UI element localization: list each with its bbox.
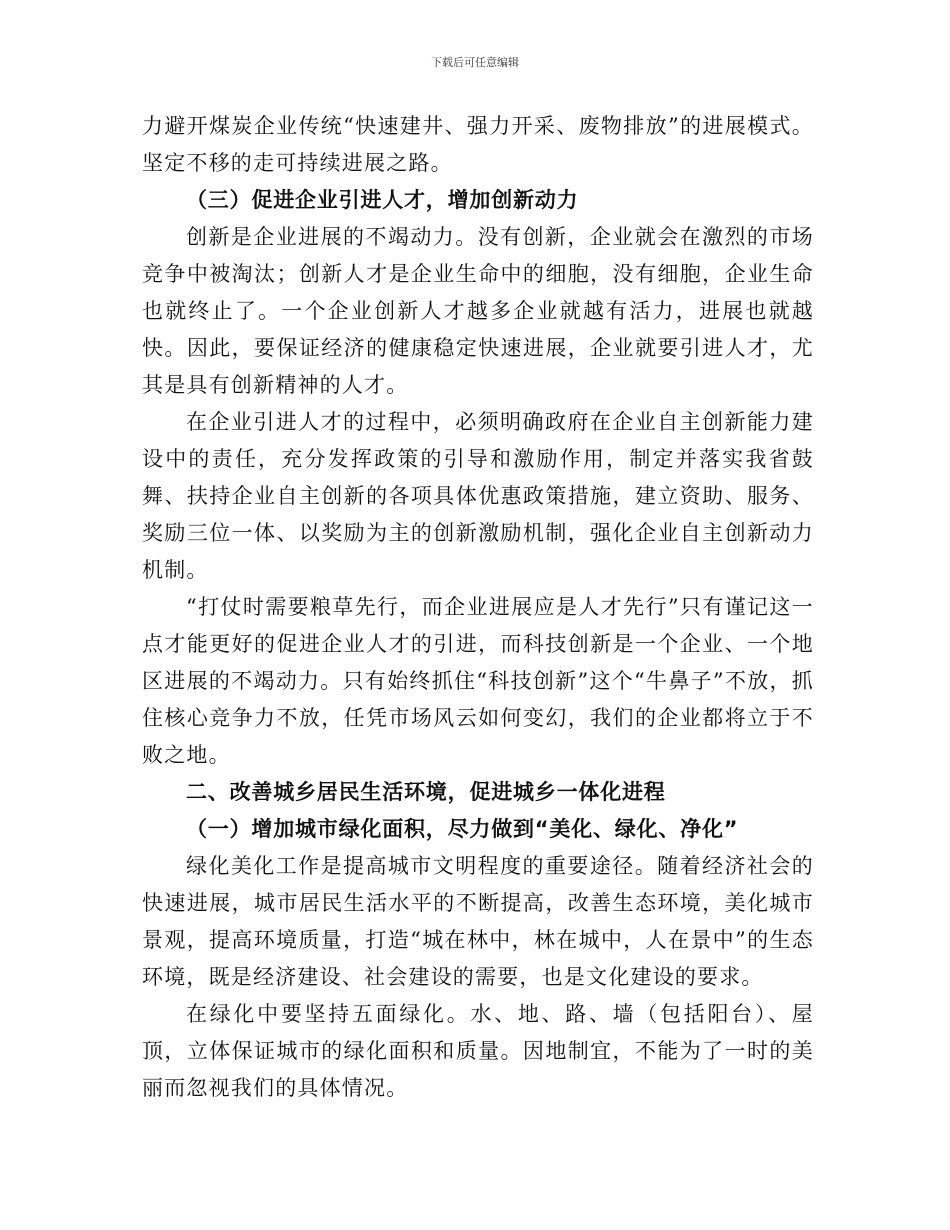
chapter-heading-environment: 二、改善城乡居民生活环境，促进城乡一体化进程 <box>186 780 666 804</box>
paragraph-government-role: 在企业引进人才的过程中，必须明确政府在企业自主创新能力建设中的责任，充分发挥政策的引导和激励作用，制定并落实我省鼓舞、扶持企业自主创新的各项具体优惠政策措施，建立资助、服务、奖励三位一体、以奖励为主的创新激励机制，强化企业自主创新动力机制。 <box>142 410 814 582</box>
document-body <box>142 108 814 1107</box>
paragraph-innovation: 创新是企业进展的不竭动力。没有创新，企业就会在激烈的市场竞争中被淘汰；创新人才是企业生命中的细胞，没有细胞，企业生命也就终止了。一个企业创新人才越多企业就越有活力，进展也就越快。因此，要保证经济的健康稳定快速进展，企业就要引进人才，尤其是具有创新精神的人才。 <box>142 225 814 397</box>
section-heading-talent: （三）促进企业引进人才，增加创新动力 <box>186 188 579 212</box>
paragraph-continued: 力避开煤炭企业传统“快速建井、强力开采、废物排放”的进展模式。坚定不移的走可持续进展之路。 <box>142 114 814 175</box>
paragraph-talent-first: “打仗时需要粮草先行，而企业进展应是人才先行”只有谨记这一点才能更好的促进企业人才的引进，而科技创新是一个企业、一个地区进展的不竭动力。只有始终抓住“科技创新”这个“牛鼻子”不放，抓住核心竞争力不放，任凭市场风云如何变幻，我们的企业都将立于不败之地。 <box>142 595 814 767</box>
page-header: 下载后可任意编辑 <box>431 56 519 69</box>
paragraph-five-sided-greening: 在绿化中要坚持五面绿化。水、地、路、墙（包括阳台）、屋顶，立体保证城市的绿化面积和质量。因地制宜，不能为了一时的美丽而忽视我们的具体情况。 <box>142 1002 814 1100</box>
section-heading-greening: （一）增加城市绿化面积，尽力做到“美化、绿化、净化” <box>186 817 739 841</box>
paragraph-greening-importance: 绿化美化工作是提高城市文明程度的重要途径。随着经济社会的快速进展，城市居民生活水平的不断提高，改善生态环境，美化城市景观，提高环境质量，打造“城在林中，林在城中，人在景中”的生态环境，既是经济建设、社会建设的需要，也是文化建设的要求。 <box>142 854 814 989</box>
